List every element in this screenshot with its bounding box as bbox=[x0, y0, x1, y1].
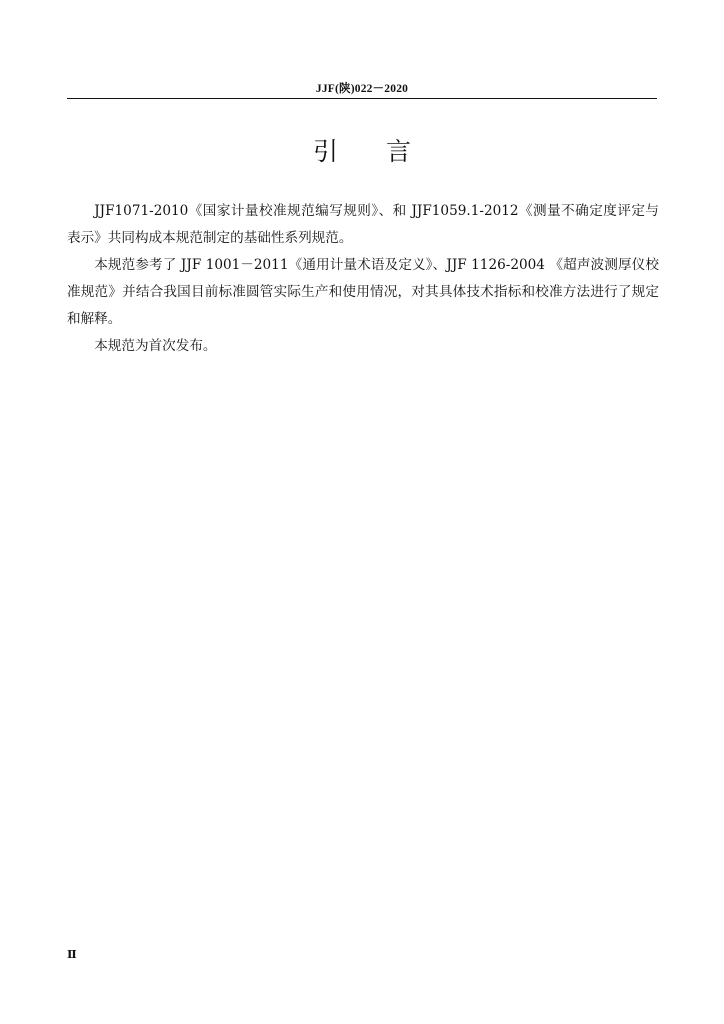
paragraph-1: JJF1071-2010《国家计量校准规范编写规则》、和 JJF1059.1-2012《测量不确定度评定与表示》共同构成本规范制定的基础性系列规范。 bbox=[67, 203, 659, 246]
document-code: JJF(陕)022－2020 bbox=[315, 83, 409, 95]
page-number: Ⅱ bbox=[67, 949, 77, 961]
paragraph-2: 本规范参考了 JJF 1001－2011《通用计量术语及定义》、JJF 1126-2004 《超声波测厚仪校准规范》并结合我国目前标准圆管实际生产和使用情况，对其具体技术指标和校准方法进行了规定和解释。 bbox=[67, 257, 659, 327]
body-text bbox=[67, 198, 659, 360]
header-divider bbox=[67, 98, 657, 99]
paragraph-3: 本规范为首次发布。 bbox=[94, 338, 217, 354]
page-title: 引言 bbox=[312, 137, 459, 166]
